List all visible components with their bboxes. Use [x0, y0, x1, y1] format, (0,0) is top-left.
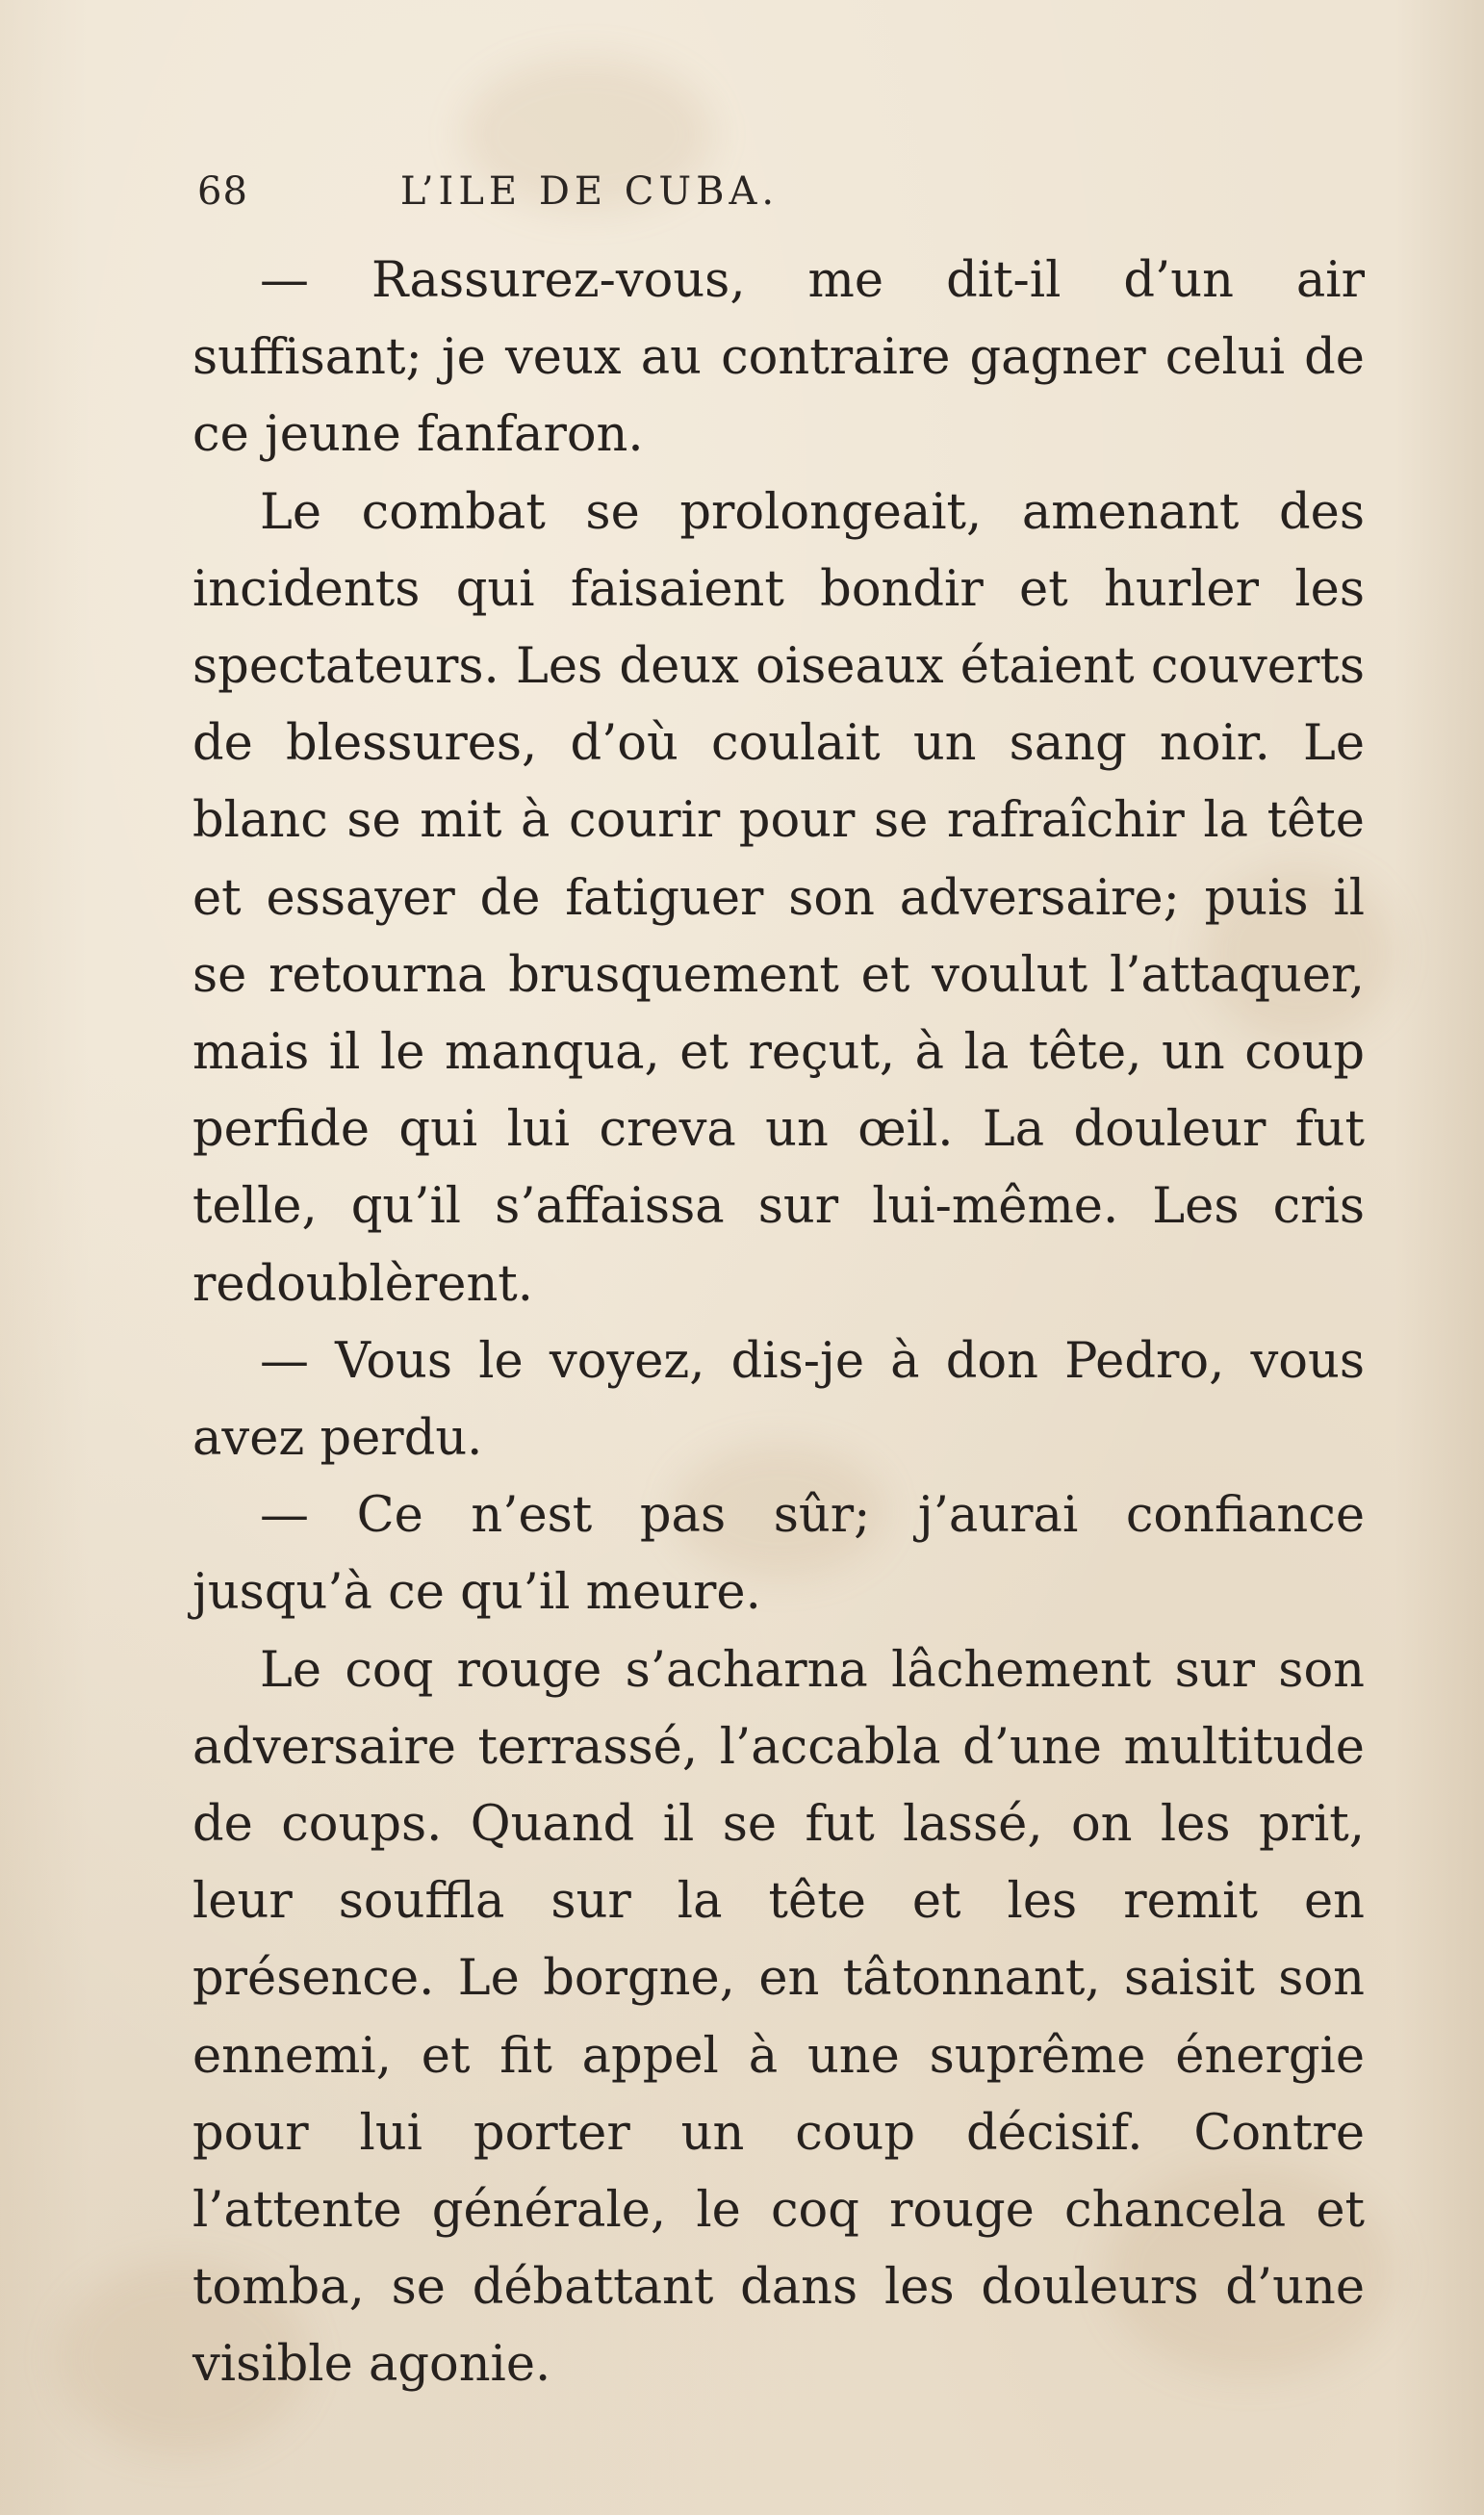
paragraph-combat: Le combat se prolongeait, amenant des incidents qui faisaient bondir et hurler les spectateurs. Les deux oiseaux étaient couverts de blessures, d’où coulait un sang noir. Le blanc se mit à courir pour se rafraîchir la tête et essayer de fatiguer son adversaire; puis il se retourna brusquement et voulut l’attaquer, mais il le manqua, et reçut, à la tête, un coup perfide qui lui creva un œil. La douleur fut telle, qu’il s’affaissa sur lui-même. Les cris redoublèrent. [192, 483, 1365, 1313]
running-title: L’ILE DE CUBA. [399, 169, 780, 214]
page-number: 68 [197, 169, 248, 214]
paragraph-dialogue-3: — Ce n’est pas sûr; j’aurai confiance jusqu’à ce qu’il meure. [192, 1487, 1365, 1622]
paragraph-dialogue-1: — Rassurez-vous, me dit-il d’un air suffisant; je veux au contraire gagner celui de ce jeune fanfaron. [192, 252, 1365, 464]
body-text [192, 243, 1365, 2404]
page-header [197, 169, 982, 227]
paragraph-outcome: Le coq rouge s’acharna lâchement sur son adversaire terrassé, l’accabla d’une multitude de coups. Quand il se fut lassé, on les prit, leur souffla sur la tête et les remit en présence. Le borgne, en tâtonnant, saisit son ennemi, et fit appel à une suprême énergie pour lui porter un coup décisif. Contre l’attente générale, le coq rouge chancela et tomba, se débattant dans les douleurs d’une visible agonie. [192, 1641, 1365, 2394]
paragraph-dialogue-2: — Vous le voyez, dis-je à don Pedro, vous avez perdu. [192, 1332, 1365, 1468]
